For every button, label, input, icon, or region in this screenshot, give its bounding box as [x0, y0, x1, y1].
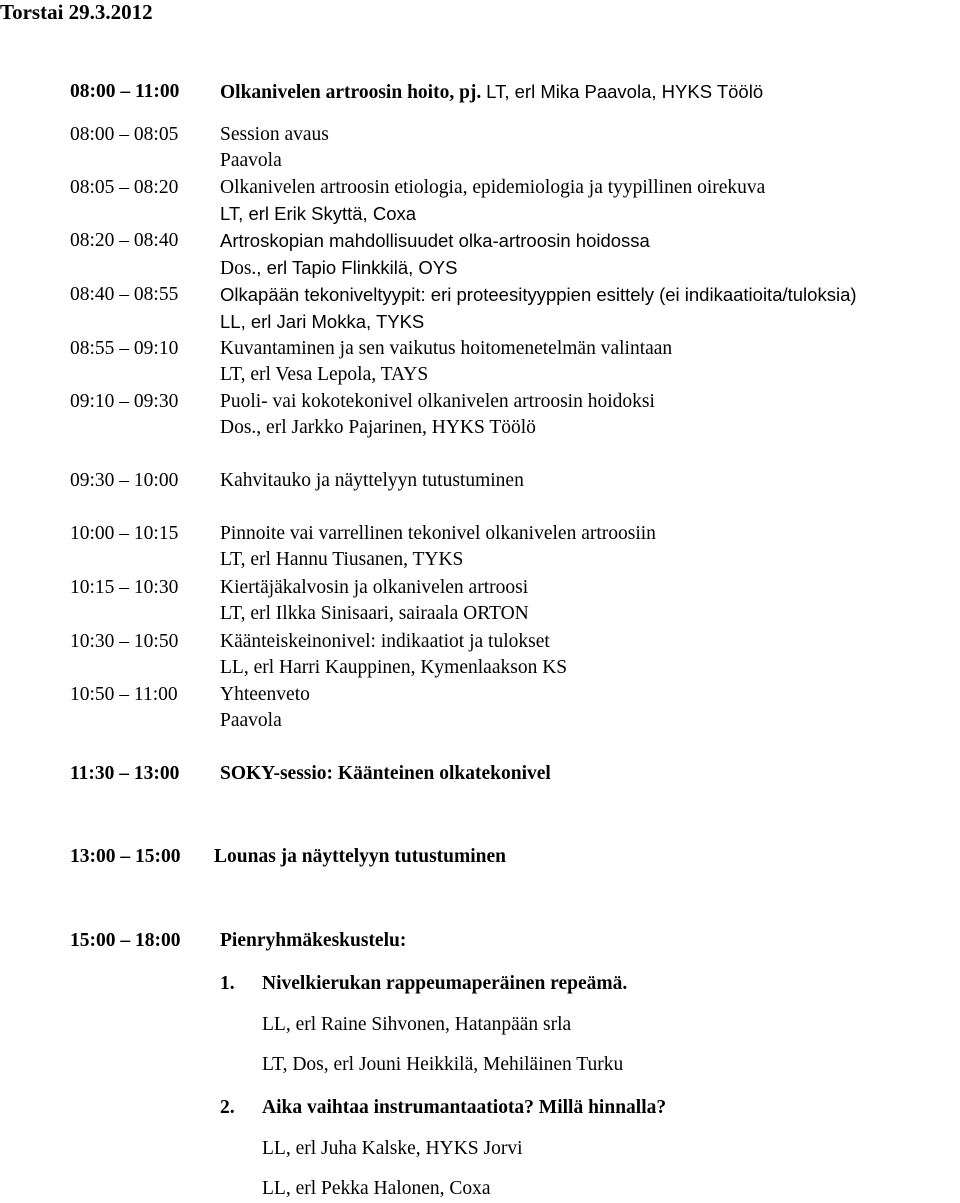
- program-time: 08:05 – 08:20: [70, 177, 179, 198]
- program-title: Käänteiskeinonivel: indikaatiot ja tulokset: [220, 631, 550, 652]
- program-title: Kiertäjäkalvosin ja olkanivelen artroosi: [220, 577, 529, 598]
- group-number: 1.: [220, 973, 235, 994]
- program-speaker: LT, erl Erik Skyttä, Coxa: [220, 203, 417, 224]
- speaker-title: Dos.: [220, 417, 257, 438]
- group-topic: Aika vaihtaa instrumantaatiota? Millä hinnalla?: [262, 1097, 667, 1118]
- program-time: 10:00 – 10:15: [70, 523, 179, 544]
- program-time: 09:10 – 09:30: [70, 391, 179, 412]
- group-speaker: LL, erl Juha Kalske, HYKS Jorvi: [262, 1138, 523, 1159]
- coffee-title: Kahvitauko ja näyttelyyn tutustuminen: [220, 470, 524, 491]
- program-time: 10:15 – 10:30: [70, 577, 179, 598]
- group-number: 2.: [220, 1097, 235, 1118]
- program-speaker: LT, erl Ilkka Sinisaari, sairaala ORTON: [220, 603, 529, 624]
- program-speaker: Paavola: [220, 710, 282, 731]
- soky-title: SOKY-sessio: Käänteinen olkatekonivel: [220, 763, 551, 784]
- program-speaker: LL, erl Jari Mokka, TYKS: [220, 311, 425, 332]
- speaker-name: , erl Tapio Flinkkilä, OYS: [256, 257, 458, 278]
- speaker-name: , erl Jarkko Pajarinen, HYKS Töölö: [256, 417, 536, 438]
- program-title: Pinnoite vai varrellinen tekonivel olkanivelen artroosiin: [220, 523, 656, 544]
- groups-time: 15:00 – 18:00: [70, 930, 181, 951]
- group-speaker: LL, erl Raine Sihvonen, Hatanpään srla: [262, 1014, 572, 1035]
- program-time: 08:00 – 08:05: [70, 124, 179, 145]
- program-time: 10:50 – 11:00: [70, 684, 178, 705]
- main-session-title: Olkanivelen artroosin hoito, pj.: [220, 82, 487, 103]
- program-speaker: LT, erl Hannu Tiusanen, TYKS: [220, 549, 464, 570]
- main-session-heading: [220, 80, 763, 105]
- main-session-chair: LT, erl Mika Paavola, HYKS Töölö: [486, 81, 764, 102]
- program-time: 10:30 – 10:50: [70, 631, 179, 652]
- program-speaker: [220, 416, 536, 440]
- program-time: 08:20 – 08:40: [70, 230, 179, 251]
- program-time: 08:40 – 08:55: [70, 284, 179, 305]
- main-session-time: 08:00 – 11:00: [70, 81, 180, 102]
- program-title: Olkapään tekoniveltyypit: eri proteesityyppien esittely (ei indikaatioita/tuloksia): [220, 284, 857, 305]
- program-title: Olkanivelen artroosin etiologia, epidemiologia ja tyypillinen oirekuva: [220, 177, 766, 198]
- group-speaker: LL, erl Pekka Halonen, Coxa: [262, 1178, 491, 1199]
- program-speaker: Paavola: [220, 150, 282, 171]
- page-title: Torstai 29.3.2012: [0, 0, 153, 24]
- group-topic: Nivelkierukan rappeumaperäinen repeämä.: [262, 973, 628, 994]
- program-speaker: LL, erl Harri Kauppinen, Kymenlaakson KS: [220, 657, 568, 678]
- coffee-time: 09:30 – 10:00: [70, 470, 179, 491]
- program-title: Puoli- vai kokotekonivel olkanivelen artroosin hoidoksi: [220, 391, 655, 412]
- speaker-title: Dos.: [220, 258, 257, 279]
- program-speaker: LT, erl Vesa Lepola, TAYS: [220, 364, 429, 385]
- program-title: Artroskopian mahdollisuudet olka-artroosin hoidossa: [220, 230, 650, 251]
- soky-time: 11:30 – 13:00: [70, 763, 180, 784]
- program-title: Kuvantaminen ja sen vaikutus hoitomenetelmän valintaan: [220, 338, 673, 359]
- lunch-time: 13:00 – 15:00: [70, 846, 181, 867]
- groups-title: Pienryhmäkeskustelu:: [220, 930, 407, 951]
- program-speaker: [220, 256, 457, 281]
- program-title: Session avaus: [220, 124, 329, 145]
- group-speaker: LT, Dos, erl Jouni Heikkilä, Mehiläinen Turku: [262, 1054, 624, 1075]
- program-title: Yhteenveto: [220, 684, 310, 705]
- program-time: 08:55 – 09:10: [70, 338, 179, 359]
- lunch-title: Lounas ja näyttelyyn tutustuminen: [214, 846, 507, 867]
